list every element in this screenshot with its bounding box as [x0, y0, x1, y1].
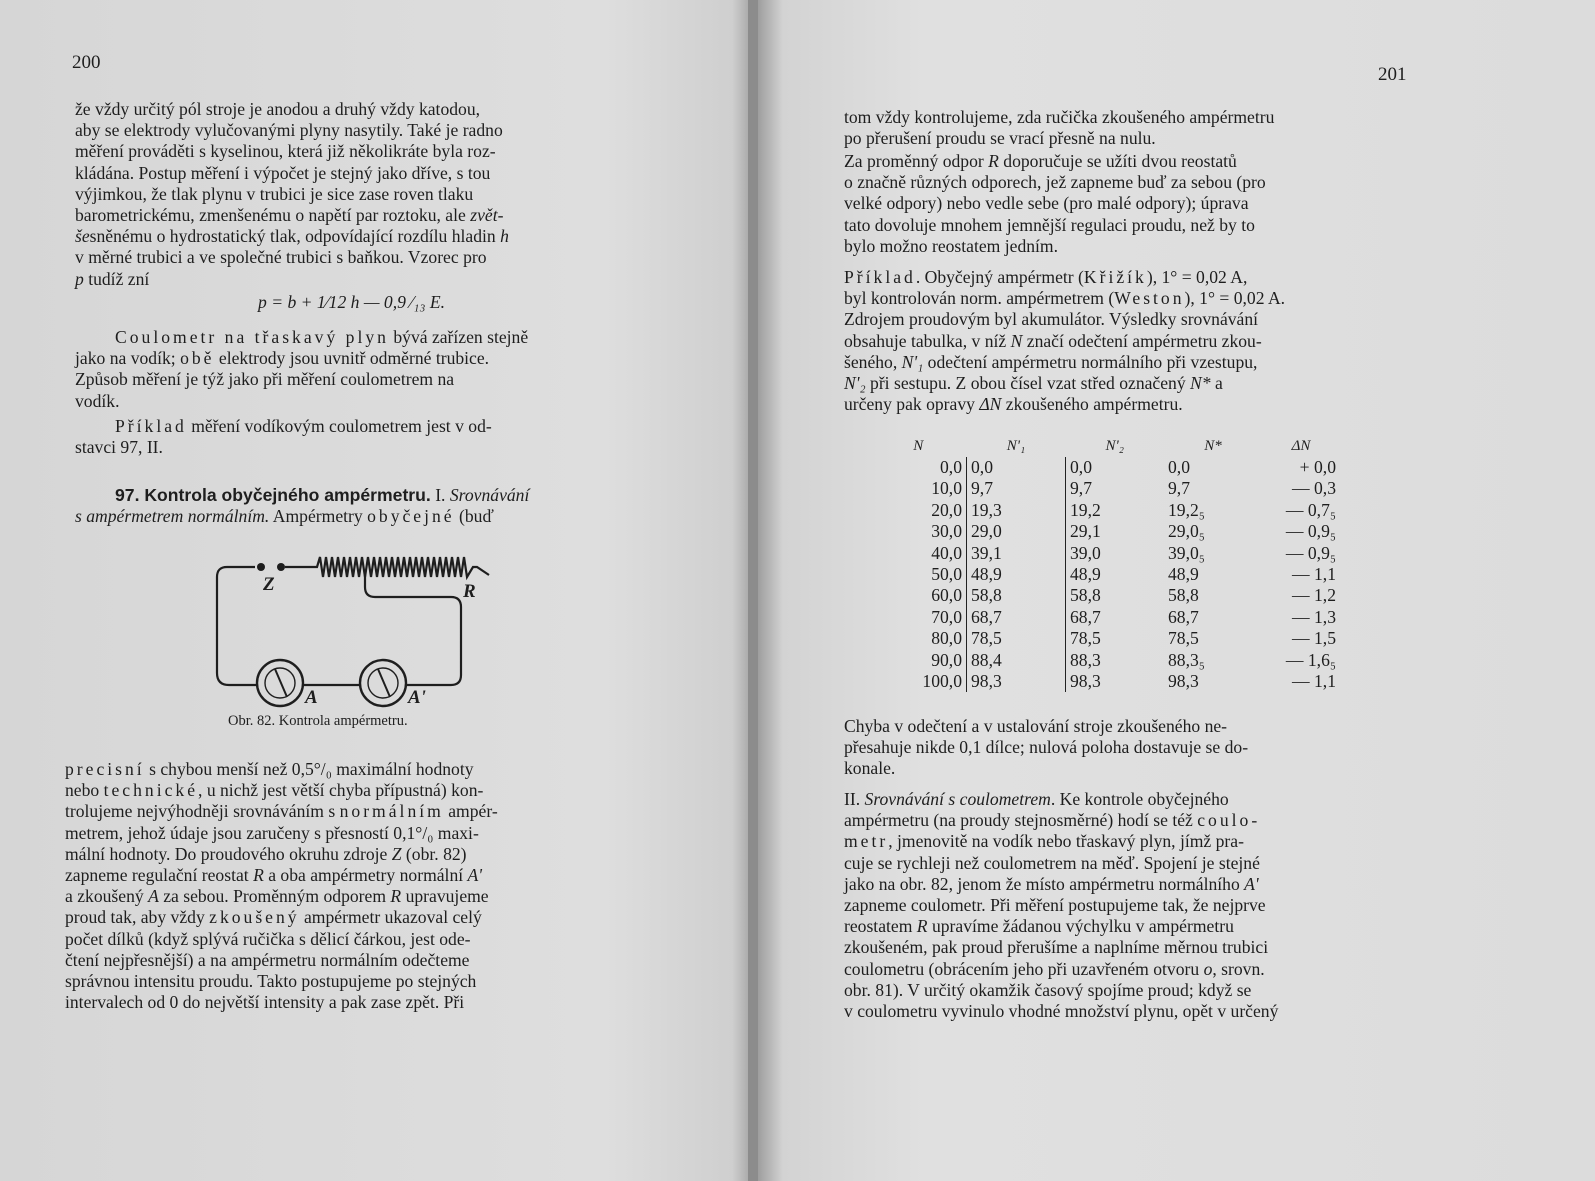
text-line [844, 236, 1406, 257]
left-paragraph-1 [75, 99, 637, 290]
italic-word: R [916, 916, 928, 937]
text-segment: cuje se rychleji než coulometrem na měď. Spojení je stejné [844, 852, 1260, 873]
text-segment: Ampérmetry [272, 506, 363, 527]
table-cell: 100,0 [922, 671, 962, 692]
table-cell: — 0,9₅ [1285, 542, 1336, 563]
table-cell: 10,0 [931, 478, 962, 499]
italic-word: Z [391, 843, 402, 864]
text-segment: konale. [844, 758, 896, 779]
spaced-text: precisní [65, 759, 145, 779]
text-segment: barometrickému, zmenšenému o napětí par roztoku, ale [75, 205, 466, 226]
text-segment: reostatem [844, 916, 917, 937]
text-segment: bylo možno reostatem jedním. [844, 235, 1059, 256]
section-heading: 97. Kontrola obyčejného ampérmetru. [115, 485, 431, 505]
table-cell: 29,0 [967, 521, 1066, 542]
table-cell: + 0,0 [1299, 457, 1336, 477]
table-header-row [870, 435, 1340, 457]
table-cell: 80,0 [931, 628, 962, 649]
italic-word: R [988, 151, 999, 171]
text-line [844, 789, 1406, 810]
text-segment: I. [435, 485, 446, 505]
text-segment: doporučuje se užíti dvou reostatů [998, 151, 1237, 171]
circuit-diagram [205, 545, 505, 715]
text-line [844, 394, 1406, 415]
table-cell: 98,3 [1168, 671, 1199, 692]
text-segment: a zkoušený [65, 886, 149, 907]
italic-word: N* [1190, 373, 1211, 394]
table-row [870, 585, 1340, 606]
text-line: výjimkou, že tlak plynu v trubici je sice zase roven tlaku [75, 183, 474, 204]
text-segment: , u nichž jest větší chyba přípustná) kon- [198, 780, 484, 801]
table-cell: 78,5 [967, 628, 1066, 649]
text-line [844, 831, 1406, 852]
table-cell: 0,0 [940, 457, 962, 477]
text-segment: byl kontrolován norm. ampérmetrem ( [844, 288, 1115, 309]
table-cell: 30,0 [931, 521, 962, 542]
text-segment: upravíme žádanou výchylku v ampérmetru [927, 916, 1234, 937]
text-line [65, 907, 637, 928]
text-segment: určeny pak opravy [844, 394, 980, 415]
text-line [844, 810, 1406, 831]
text-segment: trolujeme nejvýhodněji srovnáváním s [65, 801, 340, 822]
rheostat-coil [285, 557, 489, 577]
text-line [65, 971, 637, 992]
table-cell: 88,3₅ [1168, 649, 1205, 670]
text-segment: Zdrojem proudovým byl akumulátor. Výsledky srovnávání [844, 309, 1259, 330]
text-segment: v coulometru vyvinulo vhodné množství plynu, opět v určený [844, 1001, 1279, 1022]
text-segment: mální hodnoty. Do proudového okruhu zdroje [65, 843, 392, 864]
text-line [844, 267, 1406, 288]
text-line: aby se elektrody vylučovanými plyny nasytily. Také je radno [75, 120, 503, 141]
text-line [844, 980, 1406, 1001]
italic-word: R [390, 886, 402, 907]
text-segment: tudíž zní [88, 268, 150, 289]
left-paragraph-2 [75, 327, 637, 412]
table-cell: — 1,1 [1292, 671, 1336, 692]
spaced-text: Weston [1114, 288, 1185, 309]
table-cell: 88,3 [1066, 650, 1165, 671]
text-line [75, 269, 637, 290]
table-cell: — 1,5 [1292, 628, 1336, 649]
table-cell: 48,9 [1168, 564, 1199, 585]
table-cell: 29,1 [1066, 521, 1165, 542]
text-line [844, 193, 1406, 214]
text-line [844, 151, 1406, 172]
label-z: Z [263, 574, 275, 595]
italic-word: A' [467, 865, 483, 886]
text-line [75, 416, 637, 437]
text-line [75, 327, 637, 348]
table-cell: 78,5 [1066, 628, 1165, 649]
table-row [870, 478, 1340, 499]
table-row [870, 543, 1340, 564]
table-cell: 39,0₅ [1168, 542, 1205, 563]
text-line [844, 737, 1406, 758]
text-segment: bývá zařízen stejně [393, 327, 529, 347]
formula: p = b + 1⁄12 h — 0,9 ⁄₁₃ E. [258, 292, 446, 312]
table-cell: 9,7 [967, 478, 1066, 499]
text-line [65, 759, 637, 780]
text-segment: intervalech od 0 do největší intensity a pak zase zpět. Při [65, 992, 465, 1013]
text-line [75, 348, 637, 369]
table-cell: — 0,3 [1292, 478, 1336, 499]
text-segment: coulometru (obrácením jeho při uzavřeném otvoru [844, 958, 1204, 979]
text-line: Způsob měření je týž jako při měření coulometrem na [75, 369, 455, 390]
text-segment: , srovn. [1212, 958, 1265, 979]
italic-word: s ampérmetrem normálním. [75, 506, 270, 527]
italic-word: h [500, 226, 509, 247]
right-paragraph-1 [844, 107, 1406, 149]
text-segment: tato dovoluje mnohem jemnější regulaci proudu, než by to [844, 214, 1255, 235]
column-header: N* [1204, 437, 1222, 454]
table-row [870, 564, 1340, 585]
text-segment: ampérmetr ukazoval celý [299, 907, 482, 928]
table-cell: 50,0 [931, 564, 962, 585]
text-segment: (buď [459, 506, 494, 527]
table-cell: 9,7 [1066, 478, 1165, 499]
page-number-left: 200 [72, 52, 101, 73]
label-r: R [463, 581, 476, 602]
spaced-text: Křižík [1083, 267, 1147, 287]
terminal-dot [277, 563, 285, 571]
table-cell: 68,7 [1168, 606, 1199, 627]
table-cell: 60,0 [931, 585, 962, 606]
text-line [65, 823, 637, 844]
text-line [844, 758, 1406, 779]
text-segment: ), 1° = 0,02 A, [1146, 267, 1248, 287]
text-line: vodík. [75, 390, 120, 411]
spaced-text: Příklad [115, 416, 187, 436]
table-cell: 0,0 [967, 457, 1066, 478]
text-line [844, 937, 1406, 958]
column-header: ΔN [1291, 437, 1311, 454]
text-segment: upravujeme [401, 886, 489, 907]
table-cell: 39,1 [967, 543, 1066, 564]
text-segment: , jmenovitě na vodík nebo třaskavý plyn, jímž pra- [888, 831, 1244, 852]
text-line [75, 506, 637, 527]
text-segment: čtení nejpřesnější) a na ampérmetru normálním odečteme [65, 949, 470, 970]
spaced-text: Příklad [844, 267, 916, 287]
table-cell: 68,7 [967, 607, 1066, 628]
text-line [844, 309, 1406, 330]
table-row [870, 457, 1340, 478]
table-cell: 88,4 [967, 650, 1066, 671]
table-row [870, 521, 1340, 542]
table-cell: 98,3 [1066, 671, 1165, 692]
text-line [65, 886, 637, 907]
table-row [870, 671, 1340, 692]
column-header: N'₂ [1105, 437, 1124, 454]
table-row [870, 650, 1340, 671]
text-line [844, 215, 1406, 236]
text-line [844, 352, 1406, 373]
text-segment: ), 1° = 0,02 A. [1184, 288, 1286, 309]
table-cell: 70,0 [931, 606, 962, 627]
text-line [844, 853, 1406, 874]
italic-word: N [1010, 330, 1023, 351]
text-segment: počet dílků (když splývá ručička s dělicí čárkou, jest ode- [65, 928, 471, 949]
table-cell: — 1,3 [1292, 606, 1336, 627]
text-line: kládána. Postup měření i výpočet je stejný jako dříve, s tou [75, 162, 491, 183]
text-line [65, 844, 637, 865]
italic-word: o [1203, 958, 1213, 979]
table-cell: 98,3 [967, 671, 1066, 692]
table-cell: — 1,1 [1292, 564, 1336, 585]
terminal-dot [257, 563, 265, 571]
italic-word: A' [1244, 873, 1259, 894]
table-cell: 0,0 [1066, 457, 1165, 478]
left-page [0, 0, 755, 1181]
text-segment: elektrody jsou uvnitř odměrné trubice. [218, 348, 490, 369]
spaced-text: obyčejné [367, 506, 455, 527]
right-page [758, 0, 1595, 1181]
italic-word: še [75, 226, 90, 247]
text-segment: II. [844, 789, 865, 809]
italic-word: p [75, 268, 84, 289]
text-line [65, 950, 637, 971]
wire-left [217, 567, 257, 685]
text-segment: zkoušeném, pak proud přerušíme a naplníme měrnou trubici [844, 937, 1269, 958]
text-segment: měření vodíkovým coulometrem jest v od- [191, 416, 492, 436]
text-segment: . Ke kontrole obyčejného [1050, 789, 1229, 809]
italic-word: Srovnávání s coulometrem [864, 789, 1051, 809]
table-cell: 58,8 [1168, 585, 1199, 606]
text-line: měření prováděti s kyselinou, která již několikráte byla roz- [75, 141, 496, 162]
right-paragraph-3 [844, 267, 1406, 415]
text-segment: ampér- [443, 801, 498, 822]
table-row [870, 607, 1340, 628]
table-cell: 48,9 [967, 564, 1066, 585]
text-segment: správnou intensitu proudu. Takto postupujeme po stejných [65, 971, 477, 992]
table-cell: 90,0 [931, 649, 962, 670]
spaced-text: normálním [339, 801, 444, 822]
table-cell: 58,8 [967, 585, 1066, 606]
text-segment: sněnému o hydrostatický tlak, odpovídající rozdílu hladin [89, 226, 496, 247]
text-line: že vždy určitý pól stroje je anodou a druhý vždy katodou, [75, 99, 481, 119]
italic-word: R [253, 865, 264, 886]
text-segment: zkoušeného ampérmetru. [1001, 394, 1183, 415]
text-segment: nebo [65, 780, 104, 801]
text-segment: a [1210, 373, 1223, 394]
table-cell: — 0,9₅ [1285, 521, 1336, 542]
text-segment: s chybou menší než 0,5°/₀ maximální hodnoty [144, 759, 474, 779]
circuit-wires [217, 557, 489, 685]
italic-word: ΔN [979, 394, 1002, 415]
text-line [844, 172, 1406, 193]
text-line [65, 801, 637, 822]
text-segment: šeného, [844, 351, 902, 372]
spaced-text: Coulometr na třaskavý plyn [115, 327, 389, 347]
text-line: po přerušení proudu se vrací přesně na nulu. [844, 128, 1156, 149]
text-segment: . Obyčejný ampérmetr ( [915, 267, 1084, 287]
table-cell: 29,0₅ [1168, 521, 1205, 542]
ammeter-needle [378, 669, 390, 697]
text-segment: značí odečtení ampérmetru zkou- [1022, 330, 1262, 351]
section-heading-block [75, 485, 637, 527]
text-segment: (obr. 82) [401, 843, 467, 864]
table-cell: — 0,7₅ [1285, 499, 1336, 520]
text-segment: Chyba v odečtení a v ustalování stroje zkoušeného ne- [844, 716, 1228, 736]
label-a: A [305, 687, 318, 708]
text-line: tom vždy kontrolujeme, zda ručička zkoušeného ampérmetru [844, 107, 1275, 127]
text-segment: přesahuje nikde 0,1 dílce; nulová poloha dostavuje se do- [844, 737, 1249, 758]
spaced-text: zkoušený [209, 907, 300, 928]
ammeter-tested [257, 660, 303, 706]
text-segment: Za proměnný odpor [844, 151, 989, 171]
text-line [75, 205, 637, 226]
text-segment: jako na vodík; [75, 348, 176, 369]
text-segment: ampérmetru (na proudy stejnosměrné) hodí se též [844, 810, 1198, 831]
table-cell: 68,7 [1066, 607, 1165, 628]
text-segment: proud tak, aby vždy [65, 907, 210, 928]
table-cell: 0,0 [1168, 457, 1190, 477]
text-line [65, 929, 637, 950]
results-table [870, 435, 1341, 692]
table-cell: 40,0 [931, 542, 962, 563]
page-number-right: 201 [1378, 64, 1407, 85]
table-cell: 39,0 [1066, 543, 1165, 564]
spaced-text: coulo- [1197, 810, 1261, 831]
text-segment: obr. 81). V určitý okamžik časový spojíme proud; když se [844, 979, 1252, 1000]
text-line [844, 1001, 1406, 1022]
text-line [844, 895, 1406, 916]
text-segment: obsahuje tabulka, v níž [844, 330, 1011, 351]
text-line [65, 865, 637, 886]
spaced-text: obě [180, 348, 215, 369]
text-segment: jako na obr. 82, jenom že místo ampérmetru normálního [844, 873, 1245, 894]
figure-caption: Obr. 82. Kontrola ampérmetru. [228, 713, 408, 729]
table-cell: 48,9 [1066, 564, 1165, 585]
italic-word: A [148, 886, 159, 907]
italic-word: zvět- [470, 205, 504, 226]
ammeter-normal [360, 660, 406, 706]
italic-word: N'₁ [901, 351, 924, 372]
text-segment: zapneme coulometr. Při měření postupujeme tak, že nejprve [844, 895, 1266, 916]
left-paragraph-3 [75, 416, 637, 458]
table-cell: 20,0 [931, 499, 962, 520]
text-line [844, 288, 1406, 309]
text-line [844, 373, 1406, 394]
table-cell: — 1,6₅ [1285, 649, 1336, 670]
table-cell: 19,3 [967, 500, 1066, 521]
italic-word: N'₂ [844, 373, 866, 394]
italic-word: Srovnávání [449, 485, 530, 505]
text-line [844, 916, 1406, 937]
column-header: N [913, 437, 924, 454]
text-line: stavci 97, II. [75, 437, 163, 458]
right-paragraph-5 [844, 789, 1406, 1022]
text-line [65, 780, 637, 801]
table-cell: 19,2 [1066, 500, 1165, 521]
table-cell: 19,2₅ [1168, 499, 1205, 520]
text-line: v měrné trubici a ve společné trubici s baňkou. Vzorec pro [75, 247, 487, 268]
text-segment: o značně různých odporech, jež zapneme buď za sebou (pro [844, 172, 1266, 193]
ammeter-needle [275, 669, 287, 697]
table-cell: 58,8 [1066, 585, 1165, 606]
column-header: N'₁ [1006, 437, 1026, 454]
text-line [844, 716, 1406, 737]
text-segment: velké odpory) nebo vedle sebe (pro malé odpory); úprava [844, 193, 1249, 214]
text-segment: metrem, jehož údaje jsou zaručeny s přesností 0,1°/₀ maxi- [65, 822, 479, 843]
text-line [844, 959, 1406, 980]
text-line [844, 331, 1406, 352]
spaced-text: metr [844, 831, 889, 852]
right-paragraph-2 [844, 151, 1406, 257]
label-a-prime: A' [408, 687, 426, 708]
text-line [65, 992, 637, 1013]
left-paragraph-4 [65, 759, 637, 1013]
table-cell: — 1,2 [1292, 585, 1336, 606]
table-cell: 9,7 [1168, 478, 1190, 499]
table-cell: 78,5 [1168, 628, 1199, 649]
spaced-text: technické [103, 780, 199, 801]
table-row [870, 500, 1340, 521]
table-row [870, 628, 1340, 649]
text-segment: zapneme regulační reostat [65, 865, 254, 886]
text-segment: odečtení ampérmetru normálního při vzestupu, [923, 351, 1258, 372]
text-line [75, 226, 637, 247]
text-segment: za sebou. Proměnným odporem [158, 886, 391, 907]
text-segment: při sestupu. Z obou čísel vzat střed označený [865, 373, 1191, 394]
text-line [844, 874, 1406, 895]
text-line [75, 485, 637, 506]
right-paragraph-4 [844, 716, 1406, 780]
text-segment: a oba ampérmetry normální [263, 865, 468, 886]
